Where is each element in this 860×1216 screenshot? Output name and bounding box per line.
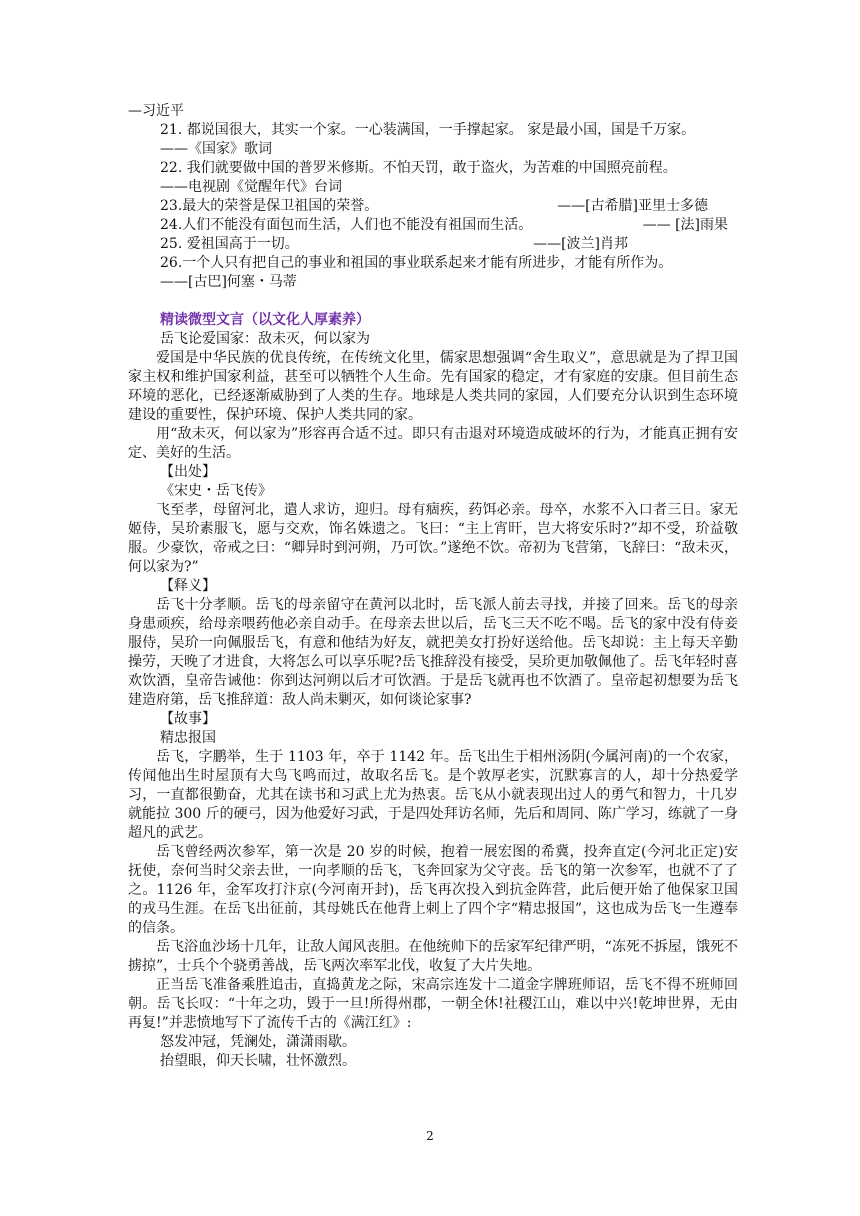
paragraph-story-1: 岳飞，字鹏举，生于 1103 年，卒于 1142 年。岳飞出生于相州汤阴(今属河南)的一个农家，传闻他出生时屋顶有大鸟飞鸣而过，故取名岳飞。是个敦厚老实，沉默寡言的人，却十分热爱学习，一直都很勤奋，尤其在读书和习武上尤为热衷。岳飞从小就表现出过人的勇气和智力，十几岁就能拉 300 斤的硬弓，因为他爱好习武，于是四处拜访名师，先后和周同、陈广学习，练就了一身超凡的武艺。 [128, 749, 738, 841]
quote-23: 23.最大的荣誉是保卫祖国的荣誉。 [160, 198, 379, 214]
quote-author-line: —习近平 [128, 103, 184, 119]
quote-25-row [128, 235, 738, 254]
page-content [128, 102, 738, 1071]
quote-24-row [128, 216, 738, 235]
quote-22: 22. 我们就要做中国的普罗米修斯。不怕天罚，敢于盗火，为苦难的中国照亮前程。 [160, 160, 677, 176]
quote-23-attribution: ——[古希腊]亚里士多德 [557, 198, 708, 214]
paragraph-intro-2: 用“敌未灭，何以家为”形容再合适不过。即只有击退对环境造成破坏的行为，才能真正拥有安定、美好的生活。 [128, 426, 738, 461]
quote-25: 25. 爱祖国高于一切。 [160, 236, 299, 252]
paragraph-story-4: 正当岳飞准备乘胜追击，直捣黄龙之际，宋高宗连发十二道金字牌班师诏，岳飞不得不班师回朝。岳飞长叹：“十年之功，毁于一旦!所得州郡，一朝全休!社稷江山，难以中兴!乾坤世界，无由再复!”并悲愤地写下了流传千古的《满江红》: [128, 977, 738, 1031]
quote-25-attribution: ——[波兰]肖邦 [533, 236, 628, 252]
paragraph-intro: 爱国是中华民族的优良传统，在传统文化里，儒家思想强调“舍生取义”，意思就是为了捍卫国家主权和维护国家利益，甚至可以牺牲个人生命。先有国家的稳定，才有家庭的安康。但目前生态环境的恶化，已经逐渐威胁到了人类的生存。地球是人类共同的家园，人们要充分认识到生态环境建设的重要性，保护环境、保护人类共同的家。 [128, 350, 738, 423]
paragraph-translation: 岳飞十分孝顺。岳飞的母亲留守在黄河以北时，岳飞派人前去寻找，并接了回来。岳飞的母亲身患顽疾，给母亲喂药他必亲自动手。在母亲去世以后，岳飞三天不吃不喝。岳飞的家中没有侍妾服侍，吴玠一向佩服岳飞，有意和他结为好友，就把美女打扮好送给他。岳飞却说：主上每天辛勤操劳，天晚了才进食，大将怎么可以享乐呢?岳飞推辞没有接受，吴玠更加敬佩他了。岳飞年轻时喜欢饮酒，皇帝告诫他：你到达河朔以后才可饮酒。于是岳飞就再也不饮酒了。皇帝起初想要为岳飞建造府第，岳飞推辞道：敌人尚未剿灭，如何谈论家事? [128, 597, 738, 708]
quote-21-source: ——《国家》歌词 [160, 141, 272, 157]
quote-24-attribution: —— [法]雨果 [642, 217, 728, 233]
label-meaning: 【释义】 [160, 578, 216, 594]
page-number: 2 [426, 1129, 434, 1143]
paragraph-story-3: 岳飞浴血沙场十几年，让敌人闻风丧胆。在他统帅下的岳家军纪律严明，“冻死不拆屋，饿死不掳掠”，士兵个个骁勇善战，岳飞两次率军北伐，收复了大片失地。 [128, 939, 738, 974]
label-story: 【故事】 [160, 711, 216, 727]
label-source: 【出处】 [160, 464, 216, 480]
quote-26-source: ——[古巴]何塞・马蒂 [160, 274, 297, 290]
quote-21: 21. 都说国很大，其实一个家。一心装满国，一手撑起家。 家是最小国，国是千万家。 [160, 122, 696, 138]
poem-line-1: 怒发冲冠，凭澜处，潇潇雨歇。 [160, 1034, 356, 1050]
quote-26: 26.一个人只有把自己的事业和祖国的事业联系起来才能有所进步，才能有所作为。 [160, 255, 673, 271]
source-book-title: 《宋史・岳飞传》 [160, 483, 272, 499]
section-subtitle: 岳飞论爱国家：敌未灭，何以家为 [160, 331, 370, 347]
poem-line-2: 抬望眼，仰天长啸，壮怀激烈。 [160, 1053, 356, 1069]
quote-23-row [128, 197, 738, 216]
story-title: 精忠报国 [160, 730, 216, 746]
section-title: 精读微型文言（以文化人厚素养） [160, 312, 370, 328]
quote-24: 24.人们不能没有面包而生活，人们也不能没有祖国而生活。 [160, 217, 533, 233]
paragraph-story-2: 岳飞曾经两次参军，第一次是 20 岁的时候，抱着一展宏图的希冀，投奔直定(今河北正定)安抚使，奈何当时父亲去世，一向孝顺的岳飞，飞奔回家为父守丧。岳飞的第一次参军，也就不了了之。1126 年，金军攻打汴京(今河南开封)，岳飞再次投入到抗金阵营，此后便开始了他保家卫国的戎马生涯。在岳飞出征前，其母姚氏在他背上刺上了四个字“精忠报国”，这也成为岳飞一生遵奉的信条。 [128, 844, 738, 936]
paragraph-classical-text: 飞至孝，母留河北，遣人求访，迎归。母有痼疾，药饵必亲。母卒，水浆不入口者三日。家无姬侍，吴玠素服飞，愿与交欢，饰名姝遗之。飞曰：“主上宵旰，岂大将安乐时?”却不受，玠益敬服。少豪饮，帝戒之曰：“卿异时到河朔，乃可饮。”遂绝不饮。帝初为飞营第，飞辞曰：“敌未灭，何以家为?” [128, 502, 738, 575]
quote-22-source: ——电视剧《觉醒年代》台词 [160, 179, 342, 195]
